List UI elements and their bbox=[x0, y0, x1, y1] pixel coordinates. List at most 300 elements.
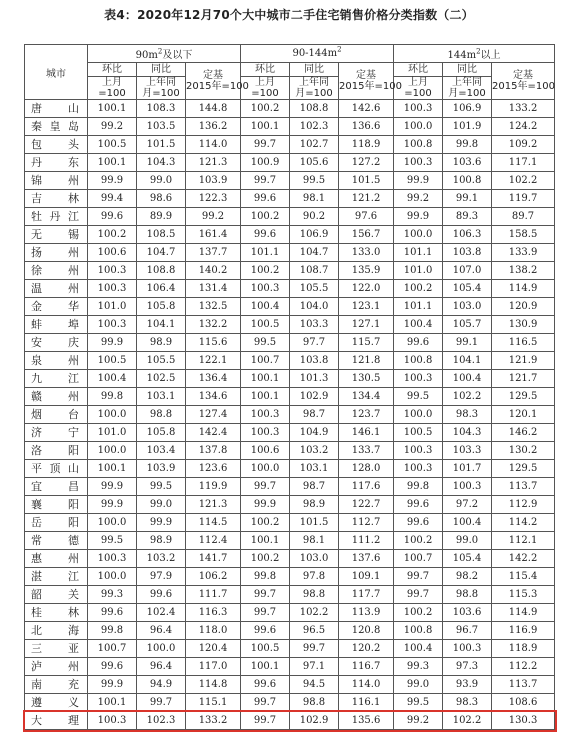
index-value-cell: 123.7 bbox=[339, 406, 394, 424]
index-value-cell: 127.2 bbox=[339, 154, 394, 172]
index-value-cell: 100.6 bbox=[241, 442, 290, 460]
index-value-cell: 117.0 bbox=[186, 658, 241, 676]
subheader-name: 定基 bbox=[203, 70, 224, 81]
index-value-cell: 99.8 bbox=[443, 136, 492, 154]
index-value-cell: 105.4 bbox=[443, 550, 492, 568]
index-value-cell: 134.6 bbox=[186, 388, 241, 406]
table-row bbox=[25, 604, 555, 622]
subheader-fixed-base bbox=[492, 63, 555, 100]
index-value-cell: 100.9 bbox=[241, 154, 290, 172]
index-value-cell: 100.5 bbox=[88, 136, 137, 154]
index-value-cell: 133.2 bbox=[492, 100, 555, 118]
index-value-cell: 116.5 bbox=[492, 334, 555, 352]
index-value-cell: 100.8 bbox=[394, 622, 443, 640]
index-value-cell: 102.3 bbox=[137, 712, 186, 730]
table-row bbox=[25, 334, 555, 352]
table-row bbox=[25, 514, 555, 532]
index-value-cell: 100.0 bbox=[88, 568, 137, 586]
index-value-cell: 100.4 bbox=[443, 370, 492, 388]
table-row bbox=[25, 298, 555, 316]
subheader-desc-line: 上月 bbox=[408, 77, 429, 88]
index-value-cell: 97.7 bbox=[290, 334, 339, 352]
index-value-cell: 158.5 bbox=[492, 226, 555, 244]
index-value-cell: 122.0 bbox=[339, 280, 394, 298]
index-value-cell: 102.5 bbox=[137, 370, 186, 388]
index-value-cell: 99.8 bbox=[88, 388, 137, 406]
index-value-cell: 106.4 bbox=[137, 280, 186, 298]
index-value-cell: 98.3 bbox=[443, 694, 492, 712]
index-value-cell: 99.7 bbox=[241, 694, 290, 712]
index-value-cell: 120.2 bbox=[339, 640, 394, 658]
index-value-cell: 99.9 bbox=[88, 172, 137, 190]
index-value-cell: 98.7 bbox=[290, 478, 339, 496]
city-cell: 秦皇岛 bbox=[25, 118, 88, 136]
index-value-cell: 100.2 bbox=[88, 226, 137, 244]
index-value-cell: 115.1 bbox=[186, 694, 241, 712]
index-value-cell: 106.9 bbox=[290, 226, 339, 244]
index-value-cell: 137.8 bbox=[186, 442, 241, 460]
index-value-cell: 117.1 bbox=[492, 154, 555, 172]
subheader-name: 同比 bbox=[457, 64, 478, 75]
table-row bbox=[25, 496, 555, 514]
index-value-cell: 100.2 bbox=[394, 604, 443, 622]
index-value-cell: 99.6 bbox=[394, 514, 443, 532]
index-value-cell: 105.7 bbox=[443, 316, 492, 334]
index-value-cell: 103.5 bbox=[137, 118, 186, 136]
index-value-cell: 103.1 bbox=[290, 460, 339, 478]
index-value-cell: 108.6 bbox=[492, 694, 555, 712]
subheader-desc-cell bbox=[290, 77, 339, 100]
city-cell: 宜昌 bbox=[25, 478, 88, 496]
subheader-desc: 2015年=100 bbox=[492, 81, 555, 92]
subheader-fixed-base bbox=[339, 63, 402, 100]
index-value-cell: 108.7 bbox=[290, 262, 339, 280]
index-value-cell: 89.3 bbox=[443, 208, 492, 226]
index-value-cell: 120.4 bbox=[186, 640, 241, 658]
index-value-cell: 104.1 bbox=[137, 316, 186, 334]
index-value-cell: 103.9 bbox=[137, 460, 186, 478]
index-value-cell: 129.5 bbox=[492, 460, 555, 478]
subheader-desc: 2015年=100 bbox=[186, 81, 249, 92]
index-value-cell: 100.1 bbox=[241, 388, 290, 406]
index-value-cell: 120.8 bbox=[339, 622, 394, 640]
index-value-cell: 99.6 bbox=[88, 604, 137, 622]
city-cell: 包头 bbox=[25, 136, 88, 154]
city-cell: 唐山 bbox=[25, 100, 88, 118]
table-row bbox=[25, 388, 555, 406]
index-value-cell: 132.5 bbox=[186, 298, 241, 316]
index-value-cell: 100.0 bbox=[88, 406, 137, 424]
subheader-desc-line: 上年同 bbox=[299, 77, 330, 88]
subheader-desc-line: 月=100 bbox=[295, 88, 333, 99]
index-value-cell: 102.2 bbox=[492, 172, 555, 190]
table-row bbox=[25, 406, 555, 424]
index-value-cell: 106.9 bbox=[443, 100, 492, 118]
index-value-cell: 103.3 bbox=[290, 316, 339, 334]
index-value-cell: 112.4 bbox=[186, 532, 241, 550]
index-value-cell: 100.6 bbox=[88, 244, 137, 262]
index-value-cell: 120.1 bbox=[492, 406, 555, 424]
index-value-cell: 100.3 bbox=[88, 262, 137, 280]
index-value-cell: 100.3 bbox=[394, 154, 443, 172]
index-value-cell: 100.3 bbox=[241, 280, 290, 298]
index-value-cell: 123.6 bbox=[186, 460, 241, 478]
index-value-cell: 99.3 bbox=[88, 586, 137, 604]
index-value-cell: 103.1 bbox=[137, 388, 186, 406]
index-value-cell: 122.7 bbox=[339, 496, 394, 514]
index-value-cell: 98.2 bbox=[443, 568, 492, 586]
index-value-cell: 105.4 bbox=[443, 280, 492, 298]
index-value-cell: 114.8 bbox=[186, 676, 241, 694]
table-row bbox=[25, 532, 555, 550]
index-value-cell: 99.0 bbox=[394, 676, 443, 694]
subheader-desc: 2015年=100 bbox=[339, 81, 402, 92]
index-value-cell: 119.9 bbox=[186, 478, 241, 496]
table-row bbox=[25, 208, 555, 226]
index-value-cell: 102.9 bbox=[290, 388, 339, 406]
index-value-cell: 99.2 bbox=[394, 190, 443, 208]
index-value-cell: 100.2 bbox=[241, 514, 290, 532]
subheader-name: 环比 bbox=[255, 64, 276, 75]
index-value-cell: 99.6 bbox=[88, 658, 137, 676]
index-value-cell: 100.3 bbox=[241, 406, 290, 424]
index-value-cell: 99.6 bbox=[394, 496, 443, 514]
index-value-cell: 94.5 bbox=[290, 676, 339, 694]
table-row bbox=[25, 424, 555, 442]
subheader-mom bbox=[88, 63, 137, 77]
index-value-cell: 102.2 bbox=[443, 388, 492, 406]
index-value-cell: 127.4 bbox=[186, 406, 241, 424]
index-value-cell: 90.2 bbox=[290, 208, 339, 226]
index-value-cell: 99.5 bbox=[137, 478, 186, 496]
index-value-cell: 99.6 bbox=[241, 676, 290, 694]
table-row bbox=[25, 118, 555, 136]
index-value-cell: 101.1 bbox=[241, 244, 290, 262]
index-value-cell: 100.2 bbox=[394, 280, 443, 298]
index-value-cell: 133.0 bbox=[339, 244, 394, 262]
city-cell: 金华 bbox=[25, 298, 88, 316]
index-value-cell: 112.7 bbox=[339, 514, 394, 532]
index-value-cell: 96.5 bbox=[290, 622, 339, 640]
index-value-cell: 140.2 bbox=[186, 262, 241, 280]
index-value-cell: 100.3 bbox=[394, 100, 443, 118]
index-value-cell: 127.1 bbox=[339, 316, 394, 334]
index-value-cell: 117.7 bbox=[339, 586, 394, 604]
subheader-fixed-base bbox=[186, 63, 249, 100]
group-header-small: $90m^2$及以下 bbox=[88, 45, 241, 63]
index-value-cell: 100.7 bbox=[88, 640, 137, 658]
index-value-cell: 98.9 bbox=[137, 532, 186, 550]
index-value-cell: 138.2 bbox=[492, 262, 555, 280]
index-value-cell: 100.4 bbox=[394, 640, 443, 658]
index-value-cell: 102.2 bbox=[443, 712, 492, 730]
index-value-cell: 100.8 bbox=[443, 172, 492, 190]
city-cell: 吉林 bbox=[25, 190, 88, 208]
index-value-cell: 105.6 bbox=[290, 154, 339, 172]
index-value-cell: 99.9 bbox=[88, 478, 137, 496]
index-value-cell: 103.3 bbox=[443, 442, 492, 460]
index-value-cell: 100.2 bbox=[241, 262, 290, 280]
index-value-cell: 99.1 bbox=[443, 190, 492, 208]
index-value-cell: 98.3 bbox=[443, 406, 492, 424]
index-value-cell: 101.0 bbox=[394, 262, 443, 280]
index-value-cell: 109.1 bbox=[339, 568, 394, 586]
index-value-cell: 99.7 bbox=[137, 694, 186, 712]
table-row bbox=[25, 460, 555, 478]
index-value-cell: 119.7 bbox=[492, 190, 555, 208]
index-value-cell: 100.3 bbox=[88, 712, 137, 730]
index-value-cell: 130.5 bbox=[339, 370, 394, 388]
city-cell: 岳阳 bbox=[25, 514, 88, 532]
index-value-cell: 100.3 bbox=[241, 424, 290, 442]
table-row bbox=[25, 370, 555, 388]
index-value-cell: 100.7 bbox=[394, 550, 443, 568]
index-value-cell: 105.8 bbox=[137, 298, 186, 316]
index-value-cell: 146.1 bbox=[339, 424, 394, 442]
index-value-cell: 99.6 bbox=[137, 586, 186, 604]
index-value-cell: 129.5 bbox=[492, 388, 555, 406]
index-value-cell: 101.7 bbox=[443, 460, 492, 478]
city-cell: 扬州 bbox=[25, 244, 88, 262]
city-cell: 赣州 bbox=[25, 388, 88, 406]
index-value-cell: 98.1 bbox=[290, 190, 339, 208]
index-value-cell: 100.0 bbox=[137, 640, 186, 658]
index-value-cell: 111.2 bbox=[339, 532, 394, 550]
index-value-cell: 99.9 bbox=[88, 676, 137, 694]
index-value-cell: 100.1 bbox=[88, 460, 137, 478]
index-value-cell: 100.1 bbox=[88, 694, 137, 712]
index-value-cell: 99.9 bbox=[394, 172, 443, 190]
index-value-cell: 101.9 bbox=[443, 118, 492, 136]
city-cell: 九江 bbox=[25, 370, 88, 388]
subheader-desc-cell bbox=[88, 77, 137, 100]
index-value-cell: 116.7 bbox=[339, 658, 394, 676]
index-value-cell: 102.7 bbox=[290, 136, 339, 154]
index-value-cell: 97.9 bbox=[137, 568, 186, 586]
index-value-cell: 103.8 bbox=[443, 244, 492, 262]
index-value-cell: 99.1 bbox=[443, 334, 492, 352]
index-value-cell: 132.2 bbox=[186, 316, 241, 334]
index-value-cell: 100.0 bbox=[394, 406, 443, 424]
index-value-cell: 102.4 bbox=[137, 604, 186, 622]
index-value-cell: 144.8 bbox=[186, 100, 241, 118]
table-row bbox=[25, 568, 555, 586]
index-value-cell: 103.6 bbox=[443, 604, 492, 622]
index-value-cell: 100.2 bbox=[394, 532, 443, 550]
index-value-cell: 105.8 bbox=[137, 424, 186, 442]
city-cell: 泉州 bbox=[25, 352, 88, 370]
index-value-cell: 128.0 bbox=[339, 460, 394, 478]
subheader-desc-line: 上年同 bbox=[146, 77, 176, 88]
city-cell: 平顶山 bbox=[25, 460, 88, 478]
index-value-cell: 118.9 bbox=[492, 640, 555, 658]
subheader-desc-line: =100 bbox=[98, 88, 126, 99]
index-value-cell: 100.2 bbox=[241, 100, 290, 118]
index-value-cell: 100.0 bbox=[88, 514, 137, 532]
index-value-cell: 99.7 bbox=[394, 586, 443, 604]
index-value-cell: 99.7 bbox=[241, 712, 290, 730]
index-value-cell: 113.7 bbox=[492, 676, 555, 694]
index-value-cell: 115.4 bbox=[492, 568, 555, 586]
city-cell: 蚌埠 bbox=[25, 316, 88, 334]
index-value-cell: 99.5 bbox=[394, 694, 443, 712]
index-value-cell: 100.5 bbox=[241, 640, 290, 658]
index-value-cell: 94.9 bbox=[137, 676, 186, 694]
table-row bbox=[25, 352, 555, 370]
index-value-cell: 98.6 bbox=[137, 190, 186, 208]
subheader-yoy bbox=[443, 63, 492, 77]
index-value-cell: 97.6 bbox=[339, 208, 394, 226]
index-value-cell: 135.6 bbox=[339, 712, 394, 730]
index-value-cell: 100.5 bbox=[394, 424, 443, 442]
city-cell: 韶关 bbox=[25, 586, 88, 604]
index-value-cell: 108.8 bbox=[290, 100, 339, 118]
subheader-desc-line: 月=100 bbox=[142, 88, 180, 99]
city-cell: 北海 bbox=[25, 622, 88, 640]
table-row bbox=[25, 442, 555, 460]
index-value-cell: 118.9 bbox=[339, 136, 394, 154]
subheader-desc-line: 上月 bbox=[255, 77, 276, 88]
index-value-cell: 115.6 bbox=[186, 334, 241, 352]
index-value-cell: 99.3 bbox=[394, 658, 443, 676]
index-value-cell: 142.6 bbox=[339, 100, 394, 118]
index-value-cell: 99.7 bbox=[241, 604, 290, 622]
index-value-cell: 102.2 bbox=[290, 604, 339, 622]
index-value-cell: 99.7 bbox=[241, 586, 290, 604]
index-value-cell: 99.9 bbox=[394, 208, 443, 226]
index-value-cell: 99.0 bbox=[443, 532, 492, 550]
index-value-cell: 96.4 bbox=[137, 622, 186, 640]
index-value-cell: 97.2 bbox=[443, 496, 492, 514]
index-value-cell: 120.9 bbox=[492, 298, 555, 316]
index-value-cell: 106.3 bbox=[443, 226, 492, 244]
index-value-cell: 137.6 bbox=[339, 550, 394, 568]
index-value-cell: 104.3 bbox=[137, 154, 186, 172]
city-cell: 温州 bbox=[25, 280, 88, 298]
index-value-cell: 93.9 bbox=[443, 676, 492, 694]
city-cell: 桂林 bbox=[25, 604, 88, 622]
index-value-cell: 136.6 bbox=[339, 118, 394, 136]
index-value-cell: 96.4 bbox=[137, 658, 186, 676]
table-row bbox=[25, 280, 555, 298]
city-cell: 洛阳 bbox=[25, 442, 88, 460]
subheader-name: 定基 bbox=[356, 70, 377, 81]
index-value-cell: 115.7 bbox=[339, 334, 394, 352]
index-value-cell: 108.5 bbox=[137, 226, 186, 244]
table-row bbox=[25, 622, 555, 640]
index-value-cell: 103.2 bbox=[290, 442, 339, 460]
index-value-cell: 99.0 bbox=[137, 496, 186, 514]
index-value-cell: 103.9 bbox=[186, 172, 241, 190]
index-value-cell: 100.1 bbox=[241, 370, 290, 388]
index-value-cell: 100.7 bbox=[241, 352, 290, 370]
subheader-desc-cell bbox=[137, 77, 186, 100]
index-value-cell: 105.5 bbox=[137, 352, 186, 370]
index-value-cell: 116.1 bbox=[339, 694, 394, 712]
price-index-table bbox=[24, 44, 555, 730]
index-value-cell: 141.7 bbox=[186, 550, 241, 568]
index-value-cell: 98.7 bbox=[290, 406, 339, 424]
subheader-desc-cell bbox=[443, 77, 492, 100]
index-value-cell: 100.0 bbox=[88, 442, 137, 460]
index-value-cell: 130.9 bbox=[492, 316, 555, 334]
index-value-cell: 112.1 bbox=[492, 532, 555, 550]
index-value-cell: 100.4 bbox=[443, 514, 492, 532]
index-value-cell: 101.5 bbox=[137, 136, 186, 154]
index-value-cell: 101.3 bbox=[290, 370, 339, 388]
group-header-medium: $90-144m^2$ bbox=[241, 45, 394, 63]
index-value-cell: 137.7 bbox=[186, 244, 241, 262]
subheader-yoy bbox=[137, 63, 186, 77]
subheader-desc-line: 上年同 bbox=[452, 77, 483, 88]
index-value-cell: 130.2 bbox=[492, 442, 555, 460]
index-value-cell: 100.3 bbox=[394, 460, 443, 478]
index-value-cell: 113.9 bbox=[339, 604, 394, 622]
city-cell: 牡丹江 bbox=[25, 208, 88, 226]
index-value-cell: 99.2 bbox=[186, 208, 241, 226]
index-value-cell: 100.2 bbox=[241, 208, 290, 226]
table-row bbox=[25, 712, 555, 730]
index-value-cell: 100.3 bbox=[394, 370, 443, 388]
subheader-desc-line: 上月 bbox=[102, 77, 122, 88]
city-cell: 安庆 bbox=[25, 334, 88, 352]
index-value-cell: 100.1 bbox=[88, 154, 137, 172]
index-value-cell: 97.8 bbox=[290, 568, 339, 586]
subheader-name: 同比 bbox=[304, 64, 325, 75]
index-value-cell: 130.3 bbox=[492, 712, 555, 730]
index-value-cell: 103.4 bbox=[137, 442, 186, 460]
city-cell: 无锡 bbox=[25, 226, 88, 244]
city-cell: 遵义 bbox=[25, 694, 88, 712]
index-value-cell: 101.1 bbox=[394, 298, 443, 316]
city-cell: 锦州 bbox=[25, 172, 88, 190]
city-cell: 三亚 bbox=[25, 640, 88, 658]
index-value-cell: 102.3 bbox=[290, 118, 339, 136]
index-value-cell: 99.6 bbox=[394, 334, 443, 352]
city-cell: 常德 bbox=[25, 532, 88, 550]
index-value-cell: 100.1 bbox=[241, 118, 290, 136]
index-value-cell: 97.1 bbox=[290, 658, 339, 676]
city-cell: 徐州 bbox=[25, 262, 88, 280]
index-value-cell: 108.3 bbox=[137, 100, 186, 118]
index-value-cell: 114.9 bbox=[492, 604, 555, 622]
index-value-cell: 99.6 bbox=[241, 190, 290, 208]
index-value-cell: 142.4 bbox=[186, 424, 241, 442]
index-value-cell: 100.3 bbox=[88, 316, 137, 334]
index-value-cell: 114.0 bbox=[186, 136, 241, 154]
table-row bbox=[25, 676, 555, 694]
table-row bbox=[25, 694, 555, 712]
index-value-cell: 99.9 bbox=[241, 496, 290, 514]
subheader-mom bbox=[394, 63, 443, 77]
index-value-cell: 99.2 bbox=[88, 118, 137, 136]
index-value-cell: 112.2 bbox=[492, 658, 555, 676]
subheader-desc-line: =100 bbox=[251, 88, 279, 99]
index-value-cell: 112.9 bbox=[492, 496, 555, 514]
index-value-cell: 114.9 bbox=[492, 280, 555, 298]
index-value-cell: 104.7 bbox=[137, 244, 186, 262]
table-row bbox=[25, 190, 555, 208]
index-value-cell: 99.7 bbox=[394, 568, 443, 586]
index-value-cell: 135.9 bbox=[339, 262, 394, 280]
index-value-cell: 124.2 bbox=[492, 118, 555, 136]
index-value-cell: 101.0 bbox=[88, 298, 137, 316]
index-value-cell: 100.0 bbox=[394, 118, 443, 136]
index-value-cell: 101.5 bbox=[290, 514, 339, 532]
index-value-cell: 103.2 bbox=[137, 550, 186, 568]
index-value-cell: 100.5 bbox=[88, 352, 137, 370]
index-value-cell: 134.4 bbox=[339, 388, 394, 406]
